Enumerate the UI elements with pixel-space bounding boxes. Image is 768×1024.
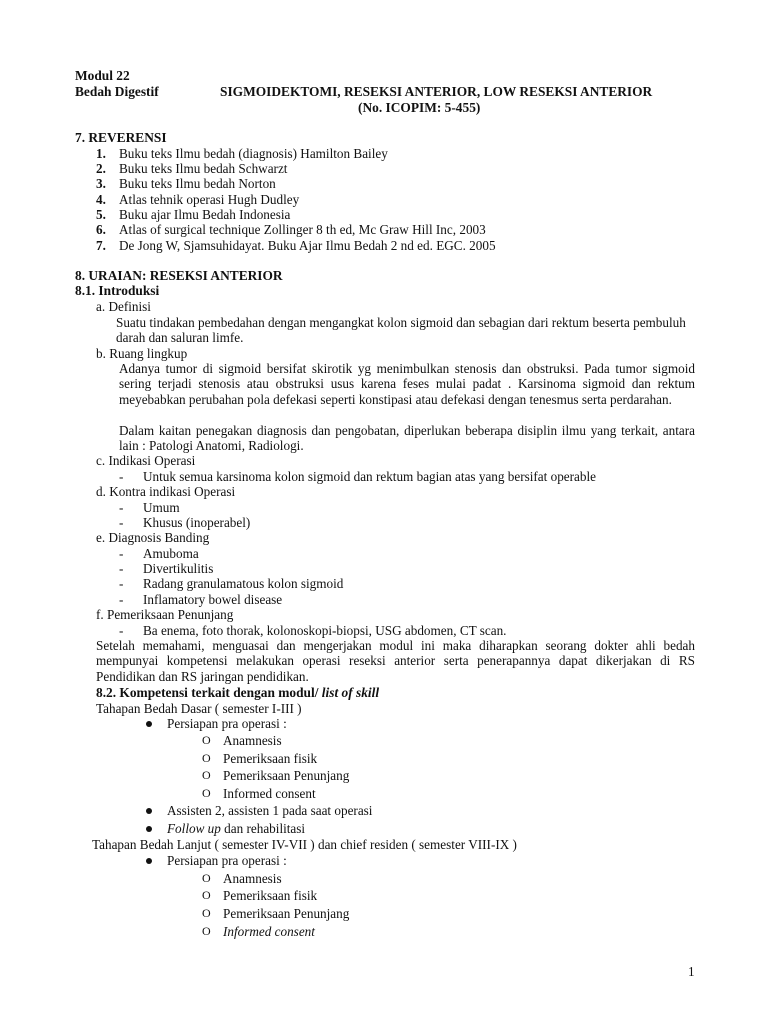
definisi-text: Suatu tindakan pembedahan dengan mengangkat kolon sigmoid dan sebagian dari rektum beserta pembuluh darah dan saluran limfe.: [116, 315, 686, 346]
reference-text: Buku teks Ilmu bedah (diagnosis) Hamilton Bailey: [119, 146, 388, 161]
bedah-dasar-label: Tahapan Bedah Dasar ( semester I-III ): [96, 701, 302, 716]
references-heading: 7. REVERENSI: [75, 130, 167, 145]
dash-marker: -: [119, 500, 124, 515]
dash-marker: -: [119, 576, 124, 591]
bedah-lanjut-label: Tahapan Bedah Lanjut ( semester IV-VII ) dan chief residen ( semester VIII-IX ): [92, 837, 517, 852]
dash-marker: -: [119, 623, 124, 638]
dash-marker: -: [119, 515, 124, 530]
reference-number: 1.: [96, 146, 106, 161]
reference-text: De Jong W, Sjamsuhidayat. Buku Ajar Ilmu Bedah 2 nd ed. EGC. 2005: [119, 238, 496, 253]
kompetensi-heading-text: 8.2. Kompetensi terkait dengan modul/: [96, 685, 322, 700]
circle-marker-icon: O: [202, 733, 211, 747]
uraian-heading: 8. URAIAN: RESEKSI ANTERIOR: [75, 268, 283, 283]
kontra-item: Khusus (inoperabel): [143, 515, 251, 530]
reference-text: Atlas of surgical technique Zollinger 8 th ed, Mc Graw Hill Inc, 2003: [119, 222, 486, 237]
diagnosis-item: Radang granulamatous kolon sigmoid: [143, 576, 344, 591]
introduksi-heading: 8.1. Introduksi: [75, 283, 160, 298]
reference-number: 6.: [96, 222, 106, 237]
lanjut-subitem: Pemeriksaan Penunjang: [223, 906, 350, 921]
dasar-subitem: Pemeriksaan fisik: [223, 751, 318, 766]
bullet-icon: [146, 808, 152, 814]
reference-number: 7.: [96, 238, 106, 253]
reference-number: 4.: [96, 192, 106, 207]
reference-number: 5.: [96, 207, 106, 222]
circle-marker-icon: O: [202, 888, 211, 902]
document-title: SIGMOIDEKTOMI, RESEKSI ANTERIOR, LOW RESEKSI ANTERIOR: [220, 84, 653, 99]
diagnosis-banding-label: e. Diagnosis Banding: [96, 530, 210, 545]
circle-marker-icon: O: [202, 906, 211, 920]
follow-up-text: Follow up: [167, 821, 221, 836]
dash-marker: -: [119, 546, 124, 561]
dash-marker: -: [119, 561, 124, 576]
reference-text: Buku teks Ilmu bedah Norton: [119, 176, 276, 191]
list-of-skill-text: list of skill: [321, 685, 380, 700]
ruang-lingkup-paragraph: Adanya tumor di sigmoid bersifat skirotik yg menimbulkan stenosis dan obstruksi. Pada tumor sigmoid sering terjadi stenosis atau obstruksi usus karena feses mulai padat . Karsinoma sigmoid dan rektum meyebabkan perubahan pola defekasi seperti konstipasi atau defekasi dengan tenesmus serta perdarahan.: [119, 361, 695, 407]
department-label: Bedah Digestif: [75, 84, 159, 99]
lanjut-subitem: Anamnesis: [223, 871, 282, 886]
ruang-lingkup-paragraph-2: Dalam kaitan penegakan diagnosis dan pengobatan, diperlukan beberapa disiplin ilmu yang terkait, antara lain : Patologi Anatomi, Radiologi.: [119, 423, 695, 454]
ruang-lingkup-label: b. Ruang lingkup: [96, 346, 188, 361]
module-number: Modul 22: [75, 68, 130, 83]
reference-text: Buku ajar Ilmu Bedah Indonesia: [119, 207, 291, 222]
circle-marker-icon: O: [202, 768, 211, 782]
diagnosis-item: Inflamatory bowel disease: [143, 592, 283, 607]
dash-marker: -: [119, 469, 124, 484]
rehabilitasi-text: dan rehabilitasi: [220, 821, 306, 836]
circle-marker-icon: O: [202, 871, 211, 885]
closing-paragraph: Setelah memahami, menguasai dan mengerjakan modul ini maka diharapkan seorang dokter ahli bedah mempunyai kompetensi melakukan operasi reseksi anterior serta penerapannya dapat dikerjakan di RS Pendidikan dan RS jaringan pendidikan.: [96, 638, 695, 684]
reference-text: Atlas tehnik operasi Hugh Dudley: [119, 192, 300, 207]
pemeriksaan-label: f. Pemeriksaan Penunjang: [96, 607, 234, 622]
follow-up-item: [167, 821, 305, 836]
bullet-icon: [146, 721, 152, 727]
persiapan-pra-operasi: Persiapan pra operasi :: [167, 716, 287, 731]
dash-marker: -: [119, 592, 124, 607]
diagnosis-item: Amuboma: [143, 546, 199, 561]
kontra-indikasi-label: d. Kontra indikasi Operasi: [96, 484, 236, 499]
lanjut-subitem: Pemeriksaan fisik: [223, 888, 318, 903]
reference-text: Buku teks Ilmu bedah Schwarzt: [119, 161, 288, 176]
bullet-icon: [146, 858, 152, 864]
circle-marker-icon: O: [202, 924, 211, 938]
pemeriksaan-item: Ba enema, foto thorak, kolonoskopi-biopsi, USG abdomen, CT scan.: [143, 623, 507, 638]
dasar-subitem: Pemeriksaan Penunjang: [223, 768, 350, 783]
reference-number: 2.: [96, 161, 106, 176]
page-number: 1: [688, 964, 695, 979]
kontra-item: Umum: [143, 500, 180, 515]
definisi-label: a. Definisi: [96, 299, 151, 314]
diagnosis-item: Divertikulitis: [143, 561, 214, 576]
indikasi-label: c. Indikasi Operasi: [96, 453, 196, 468]
bullet-icon: [146, 826, 152, 832]
kompetensi-heading: [96, 685, 379, 700]
circle-marker-icon: O: [202, 751, 211, 765]
asisten-item: Assisten 2, assisten 1 pada saat operasi: [167, 803, 373, 818]
circle-marker-icon: O: [202, 786, 211, 800]
dasar-subitem: Informed consent: [223, 786, 316, 801]
icopim-code: (No. ICOPIM: 5-455): [358, 100, 481, 115]
reference-number: 3.: [96, 176, 106, 191]
indikasi-item: Untuk semua karsinoma kolon sigmoid dan rektum bagian atas yang bersifat operable: [143, 469, 597, 484]
persiapan-pra-operasi: Persiapan pra operasi :: [167, 853, 287, 868]
lanjut-subitem: Informed consent: [223, 924, 315, 939]
dasar-subitem: Anamnesis: [223, 733, 282, 748]
